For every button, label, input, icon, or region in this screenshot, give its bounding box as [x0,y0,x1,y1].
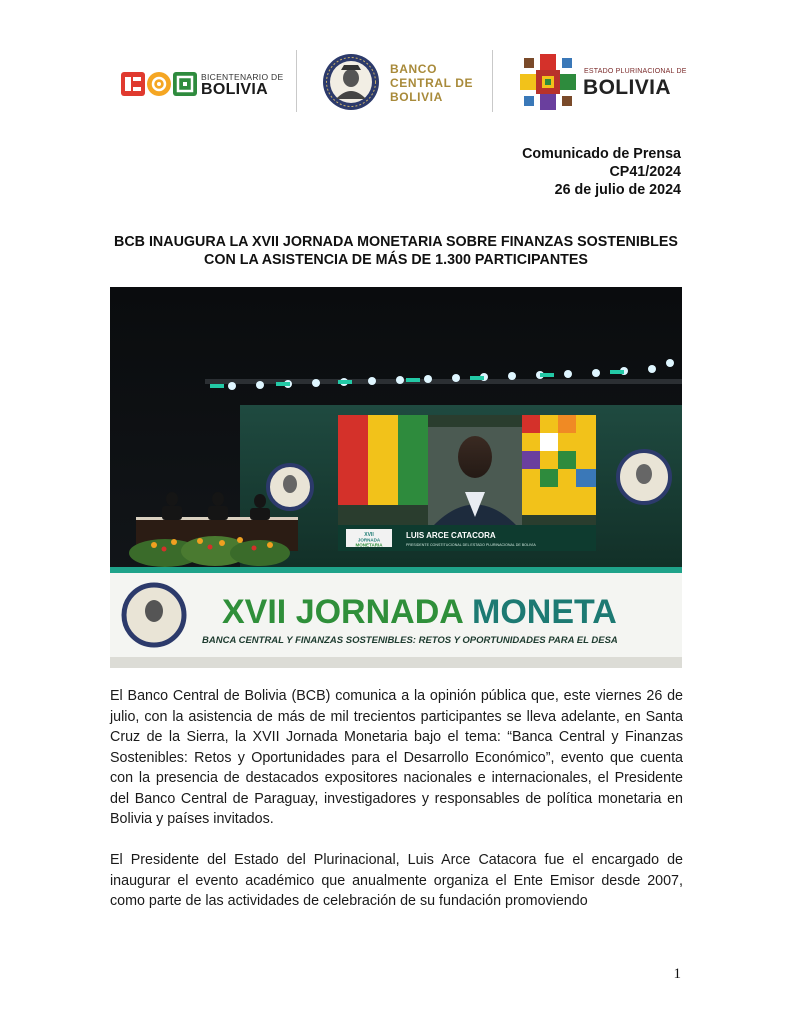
bicentenario-bolivia: BOLIVIA [201,81,268,98]
banner-title [222,593,617,631]
screen-speaker-name: LUIS ARCE CATACORA [406,531,496,540]
banner-subtitle: BANCA CENTRAL Y FINANZAS SOSTENIBLES: RETOS Y OPORTUNIDADES PARA EL DESA [202,635,618,646]
bcb-name-line1: BANCO [390,62,437,76]
bcb-name-line3: BOLIVIA [390,90,443,104]
press-info [522,145,681,199]
screen-badge-line2: JORNADA [357,537,381,543]
press-release-date: 26 de julio de 2024 [554,182,681,198]
bicentenario-icon-green [173,72,197,96]
header-divider [296,50,297,112]
bicentenario-label: BICENTENARIO DE [201,72,284,82]
bicentenario-icons [121,72,199,98]
bcb-name-line2: CENTRAL DE [390,76,474,90]
bicentenario-icon-red [121,72,145,96]
press-release-type: Comunicado de Prensa [522,146,681,162]
screen-badge-line1: XVII [364,532,374,538]
bicentenario-logo [121,72,284,102]
estado-plurinacional-label: ESTADO PLURINACIONAL DE [584,68,687,75]
screen-speaker-caption: PRESIDENTE CONSTITUCIONAL DEL ESTADO PLURINACIONAL DE BOLIVIA [406,543,536,547]
header-divider [492,50,493,112]
page-number: 1 [673,966,681,982]
bcb-name [390,62,473,104]
event-photo [110,287,682,668]
header-logos [118,50,687,114]
bcb-seal-logo [322,53,380,111]
press-release-code: CP41/2024 [609,164,681,180]
headline: BCB INAUGURA LA XVII JORNADA MONETARIA SOBRE FINANZAS SOSTENIBLES CON LA ASISTENCIA DE MÁS DE 1.300 PARTICIPANTES [114,234,678,268]
banner-title-a: XVII JORNADA [222,593,473,631]
screen-badge-line3: MONETARIA [355,542,383,548]
banner-title-b: MONETA [472,593,617,631]
estado-plurinacional-bolivia: BOLIVIA [583,76,671,99]
body-paragraph-2: El Presidente del Estado del Plurinacional, Luis Arce Catacora fue el encargado de inaugurar el evento académico que anualmente organiza el Ente Emisor desde 2007, como parte de las actividades de celebración de su fundación promoviendo [110,852,683,909]
estado-plurinacional-emblem [518,52,578,112]
body-paragraph-1: El Banco Central de Bolivia (BCB) comunica a la opinión pública que, este viernes 26 de julio, con la asistencia de más de mil trecientos participantes se lleva adelante, en Santa Cruz de la Sierra, la XVII Jornada Monetaria bajo el tema: “Banca Central y Finanzas Sostenibles: Retos y Oportunidades para el Desarrollo Económico”, evento que cuenta con la presencia de destacados expositores nacionales e internacionales, el Presidente del Banco Central de Paraguay, investigadores y responsables de política monetaria en Bolivia y países invitados. [110,688,683,827]
bicentenario-icon-sun [147,72,171,96]
